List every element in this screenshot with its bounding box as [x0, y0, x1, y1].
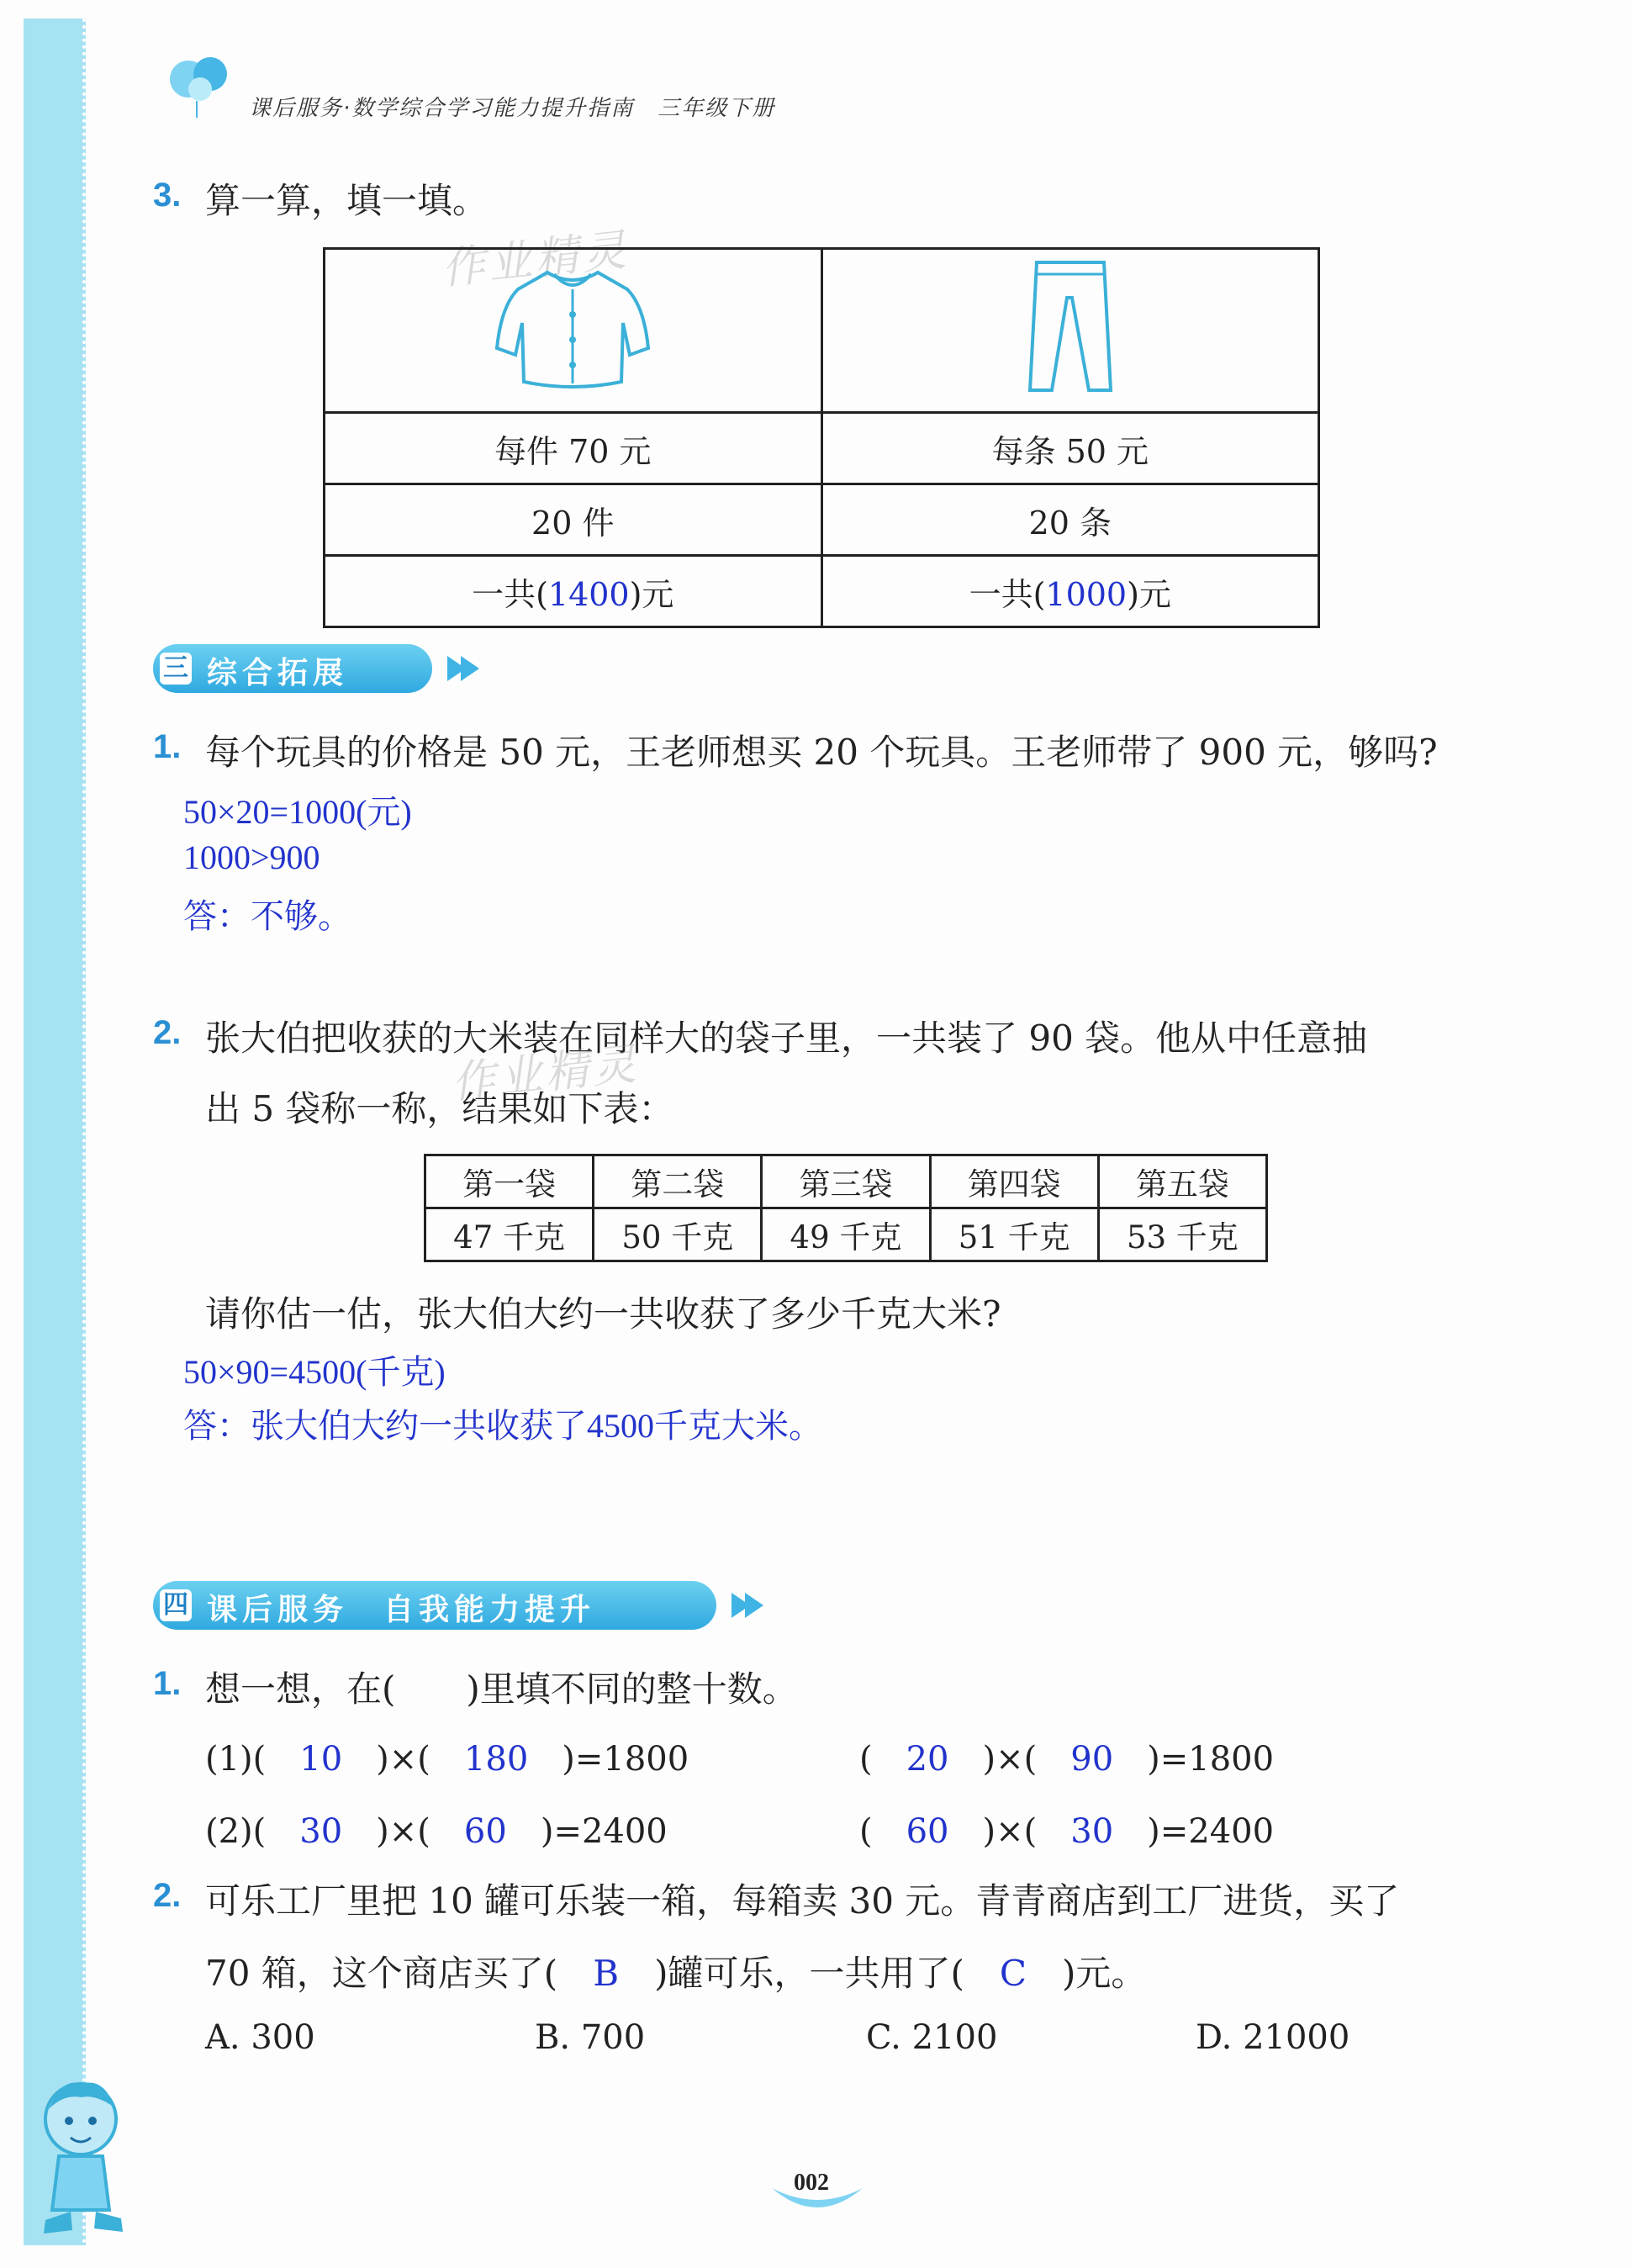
bag-weight: 47 千克	[425, 1208, 594, 1261]
answer-choice: B	[593, 1953, 620, 1994]
pants-quantity: 20 条	[821, 484, 1319, 556]
rice-bag-table	[424, 1154, 1268, 1262]
answer-blank: 20	[906, 1740, 949, 1779]
question-text: 可乐工厂里把 10 罐可乐装一箱，每箱卖 30 元。青青商店到工厂进货，买了	[205, 1880, 1400, 1922]
answer-line: 1000>900	[183, 838, 320, 876]
answer-blank: 10	[299, 1740, 343, 1779]
question-text: 每个玩具的价格是 50 元，王老师想买 20 个玩具。王老师带了 900 元，够吗?	[205, 732, 1438, 773]
bag-weight: 53 千克	[1098, 1208, 1266, 1261]
bag-header: 第一袋	[425, 1155, 594, 1208]
pants-cell	[821, 249, 1319, 413]
watermark: 作业精灵	[439, 225, 632, 295]
bag-weight: 51 千克	[930, 1208, 1098, 1261]
page-number: 002	[794, 2170, 829, 2196]
equation-row-2b: ( 60 )×( 30 )=2400	[859, 1812, 1275, 1851]
question-text: 想一想，在( )里填不同的整十数。	[205, 1668, 798, 1710]
question-text: 算一算，填一填。	[205, 180, 489, 221]
equation-row-2a: (2)( 30 )×( 60 )=2400	[205, 1812, 668, 1851]
answer-line: 50×20=1000(元)	[183, 793, 412, 831]
answer-blank: 60	[463, 1812, 507, 1851]
cartoon-boy-icon	[29, 2069, 138, 2237]
arrow-icon	[745, 1593, 763, 1618]
section-mark: 四	[160, 1589, 192, 1621]
answer-line: 答：不够。	[183, 897, 351, 935]
question-text: 请你估一估，张大伯大约一共收获了多少千克大米?	[205, 1293, 1001, 1335]
equation-row-1a: (1)( 10 )×( 180 )=1800	[205, 1740, 689, 1779]
question-text-cont: 70 箱，这个商店买了( B )罐可乐，一共用了( C )元。	[205, 1953, 1147, 1994]
section-title: 课后服务 自我能力提升	[207, 1593, 596, 1627]
header-title: 课后服务·数学综合学习能力提升指南 三年级下册	[249, 96, 776, 121]
answer-blank: 30	[1070, 1812, 1114, 1851]
answer-line: 50×90=4500(千克)	[183, 1353, 446, 1391]
question-number: 2.	[153, 1014, 182, 1051]
answer-blank: 30	[299, 1812, 343, 1851]
answer-choice: C	[999, 1953, 1027, 1994]
pants-icon	[1011, 256, 1129, 399]
balloon-logo-icon	[163, 52, 239, 119]
pants-price: 每条 50 元	[821, 413, 1319, 484]
question-text-cont: 出 5 袋称一称，结果如下表：	[205, 1088, 674, 1129]
bag-header: 第三袋	[762, 1155, 930, 1208]
answer-blank: 60	[906, 1812, 949, 1851]
pants-total: 一共(1000)元	[821, 556, 1319, 627]
section-title: 综合拓展	[207, 656, 349, 690]
bag-header: 第五袋	[1098, 1155, 1266, 1208]
option-a: A. 300	[205, 2018, 315, 2057]
bag-header: 第四袋	[930, 1155, 1098, 1208]
answer-blank: 90	[1070, 1740, 1114, 1779]
answer-shirt-total: 1400	[547, 575, 630, 613]
equation-row-1b: ( 20 )×( 90 )=1800	[859, 1740, 1275, 1779]
question-number: 2.	[153, 1877, 182, 1914]
section-mark: 三	[160, 653, 192, 685]
question-text: 张大伯把收获的大米装在同样大的袋子里，一共装了 90 袋。他从中任意抽	[205, 1018, 1368, 1059]
question-number: 3.	[153, 177, 182, 214]
shirt-price: 每件 70 元	[325, 413, 822, 484]
arrow-icon	[461, 656, 479, 681]
shirt-total: 一共(1400)元	[325, 556, 822, 627]
clothing-table	[323, 247, 1320, 628]
shirt-quantity: 20 件	[325, 484, 822, 556]
option-d: D. 21000	[1196, 2018, 1350, 2057]
shirt-cell	[325, 249, 822, 413]
left-decorative-strip	[24, 19, 86, 2245]
section-banner-3	[153, 644, 489, 693]
answer-line: 答：张大伯大约一共收获了4500千克大米。	[183, 1407, 822, 1445]
bag-weight: 50 千克	[594, 1208, 762, 1261]
shirt-icon	[489, 256, 657, 399]
bag-weight: 49 千克	[762, 1208, 930, 1261]
answer-blank: 180	[463, 1740, 529, 1779]
question-number: 1.	[153, 728, 182, 765]
bag-header: 第二袋	[594, 1155, 762, 1208]
section-banner-4	[153, 1581, 775, 1630]
option-b: B. 700	[535, 2018, 646, 2057]
question-number: 1.	[153, 1665, 182, 1702]
watermark: 作业精灵	[449, 1039, 642, 1109]
answer-pants-total: 1000	[1045, 575, 1128, 613]
option-c: C. 2100	[866, 2018, 998, 2057]
